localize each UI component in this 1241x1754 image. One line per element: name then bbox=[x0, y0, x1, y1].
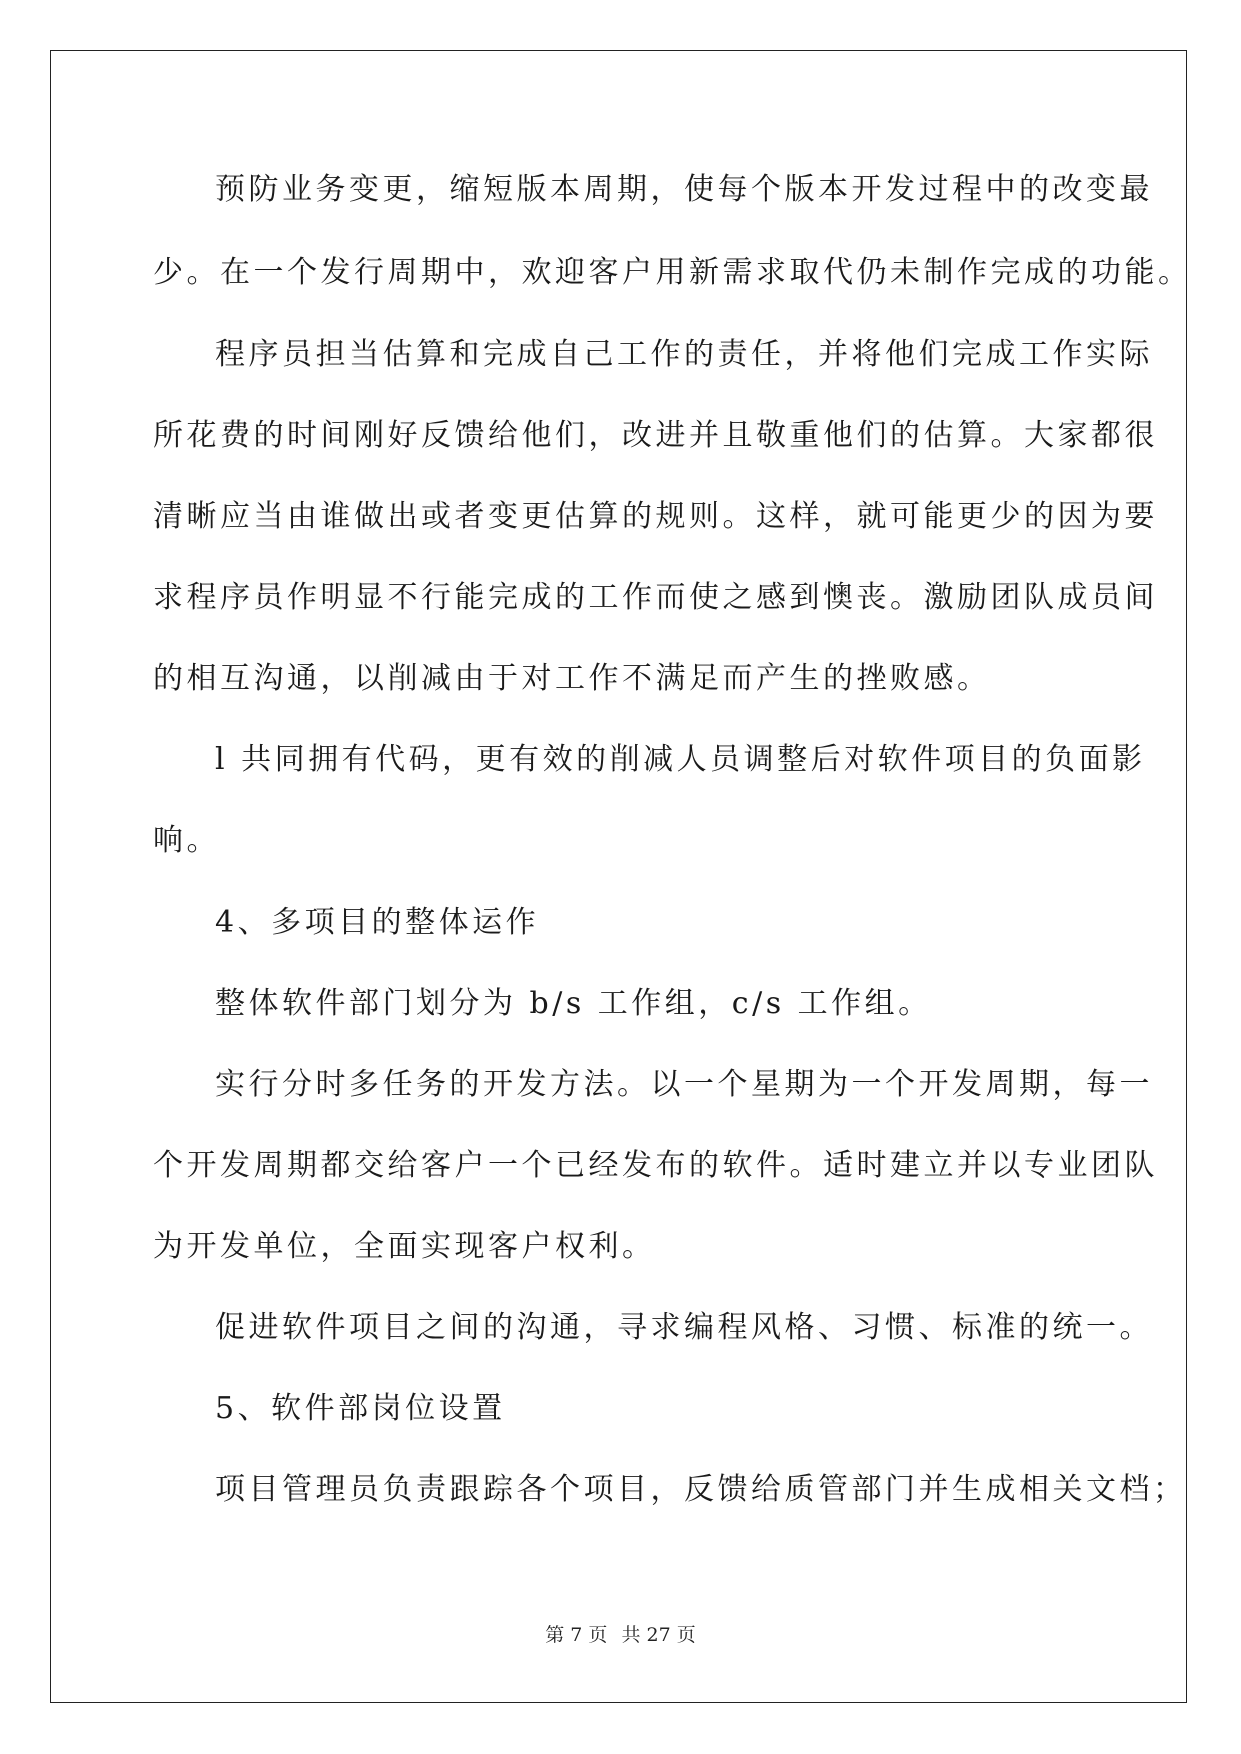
text-line: 整体软件部门划分为 b/s 工作组，c/s 工作组。 bbox=[215, 986, 932, 1021]
text-line: 实行分时多任务的开发方法。以一个星期为一个开发周期，每一 bbox=[215, 1067, 1153, 1102]
text-line: 少。在一个发行周期中，欢迎客户用新需求取代仍未制作完成的功能。 bbox=[153, 255, 1192, 290]
text-line: 项目管理员负责跟踪各个项目，反馈给质管部门并生成相关文档； bbox=[215, 1472, 1187, 1507]
text-line: 所花费的时间刚好反馈给他们，改进并且敬重他们的估算。大家都很 bbox=[153, 418, 1158, 453]
page-border bbox=[50, 50, 1187, 1703]
text-line: 的相互沟通，以削减由于对工作不满足而产生的挫败感。 bbox=[153, 661, 991, 696]
text-line: 响。 bbox=[153, 823, 220, 858]
page-total: 共 27 页 bbox=[621, 1624, 696, 1646]
section-heading: 5、软件部岗位设置 bbox=[215, 1391, 506, 1426]
text-line: 清晰应当由谁做出或者变更估算的规则。这样，就可能更少的因为要 bbox=[153, 499, 1158, 534]
page-footer bbox=[0, 1623, 1241, 1647]
text-line: 为开发单位，全面实现客户权利。 bbox=[153, 1229, 656, 1264]
section-heading: 4、多项目的整体运作 bbox=[215, 905, 540, 940]
text-line: 个开发周期都交给客户一个已经发布的软件。适时建立并以专业团队 bbox=[153, 1148, 1158, 1183]
text-line: l 共同拥有代码，更有效的削减人员调整后对软件项目的负面影 bbox=[215, 742, 1146, 777]
text-line: 预防业务变更，缩短版本周期，使每个版本开发过程中的改变最 bbox=[215, 172, 1153, 207]
text-line: 促进软件项目之间的沟通，寻求编程风格、习惯、标准的统一。 bbox=[215, 1310, 1153, 1345]
text-line: 求程序员作明显不行能完成的工作而使之感到懊丧。激励团队成员间 bbox=[153, 580, 1158, 615]
text-line: 程序员担当估算和完成自己工作的责任，并将他们完成工作实际 bbox=[215, 337, 1153, 372]
page-number: 第 7 页 bbox=[545, 1624, 608, 1646]
